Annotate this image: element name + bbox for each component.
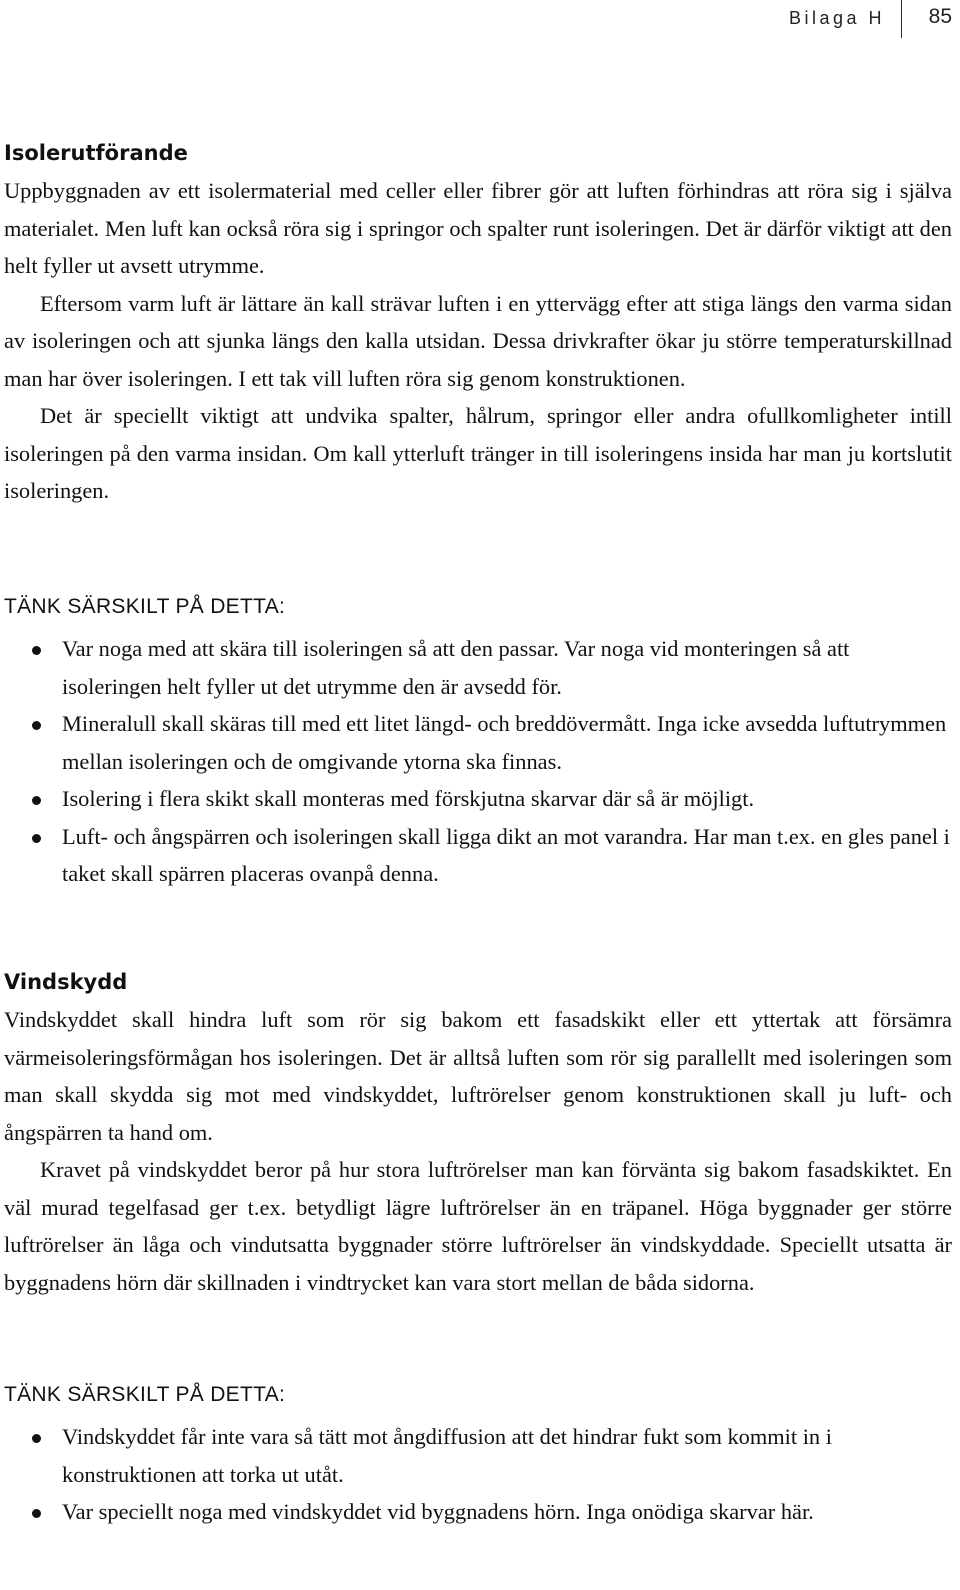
checklist-vindskydd — [4, 1380, 952, 1531]
bullet-icon — [32, 1509, 41, 1518]
paragraph: Kravet på vindskyddet beror på hur stora luftrörelser man kan förvänta sig bakom fasadskiktet. En väl murad tegelfasad ger t.ex. betydligt lägre luftrörelser än en träpanel. Höga byggnader ger större luftrörelser än låga och vindutsatta byggnader större luftrörelser än vindskyddade. Speciellt utsatta är byggnadens hörn där skillnaden i vindtrycket kan vara stort mellan de båda sidorna. — [4, 1157, 952, 1295]
checklist-isolering — [4, 592, 952, 893]
section-heading: Vindskydd — [4, 970, 128, 994]
checklist-heading: TÄNK SÄRSKILT PÅ DETTA: — [4, 1383, 286, 1406]
list-item-text: Var speciellt noga med vindskyddet vid byggnadens hörn. Inga onödiga skarvar här. — [62, 1499, 814, 1524]
paragraph: Uppbyggnaden av ett isolermaterial med celler eller fibrer gör att luften förhindras att röra sig i själva materialet. Men luft kan också röra sig i springor och spalter runt isoleringen. Det är därför viktigt att den helt fyller ut avsett utrymme. — [4, 178, 952, 278]
paragraph: Eftersom varm luft är lättare än kall strävar luften i en yttervägg efter att stiga längs den varma sidan av isoleringen och att sjunka längs den kalla utsidan. Dessa drivkrafter ökar ju större temperaturskillnad man har över isoleringen. I ett tak vill luften röra sig genom konstruktionen. — [4, 290, 952, 391]
list-item-text: Var noga med att skära till isoleringen så att den passar. Var noga vid monteringen så att isoleringen helt fyller ut det utrymme den är avsedd för. — [62, 636, 850, 699]
list-item — [4, 780, 952, 818]
running-header — [760, 0, 960, 38]
list-item-text: Luft- och ångspärren och isoleringen skall ligga dikt an mot varandra. Har man t.ex. en gles panel i taket skall spärren placeras ovanpå denna. — [62, 823, 950, 886]
paragraph: Det är speciellt viktigt att undvika spalter, hålrum, springor eller andra ofullkomligheter intill isoleringen på den varma insidan. Om kall ytterluft tränger in till isoleringens insida har man ju kortslutit isoleringen. — [4, 403, 952, 503]
list-item — [4, 1418, 952, 1493]
list-item-text: Isolering i flera skikt skall monteras med förskjutna skarvar där så är möjligt. — [62, 786, 755, 811]
bullet-icon — [32, 796, 41, 805]
bullet-icon — [32, 646, 41, 655]
bullet-list — [4, 630, 952, 893]
paragraph: Vindskyddet skall hindra luft som rör sig bakom ett fasadskikt eller ett yttertak att försämra värmeisoleringsförmågan hos isoleringen. Det är alltså luften som rör sig parallellt med isoleringen som man skall skydda sig mot med vindskyddet, luftrörelser genom konstruktionen skall ju luft- och ångspärren ta hand om. — [4, 1007, 952, 1145]
bullet-icon — [32, 1434, 41, 1443]
running-title: Bilaga H — [788, 8, 885, 28]
list-item — [4, 1493, 952, 1531]
bullet-icon — [32, 834, 41, 843]
bullet-icon — [32, 721, 41, 730]
list-item-text: Vindskyddet får inte vara så tätt mot ångdiffusion att det hindrar fukt som kommit in i konstruktionen att torka ut utåt. — [62, 1424, 832, 1487]
bullet-list — [4, 1418, 952, 1531]
list-item-text: Mineralull skall skäras till med ett litet längd- och breddövermått. Inga icke avsedda luftutrymmen mellan isoleringen och de omgivande ytorna ska finnas. — [62, 711, 947, 774]
checklist-heading: TÄNK SÄRSKILT PÅ DETTA: — [4, 595, 286, 618]
header-divider — [901, 0, 902, 38]
list-item — [4, 705, 952, 780]
list-item — [4, 818, 952, 893]
section-isolerutforande — [4, 138, 952, 510]
section-vindskydd — [4, 967, 952, 1301]
section-heading: Isolerutförande — [4, 141, 188, 165]
list-item — [4, 630, 952, 705]
page-number: 85 — [928, 5, 952, 28]
